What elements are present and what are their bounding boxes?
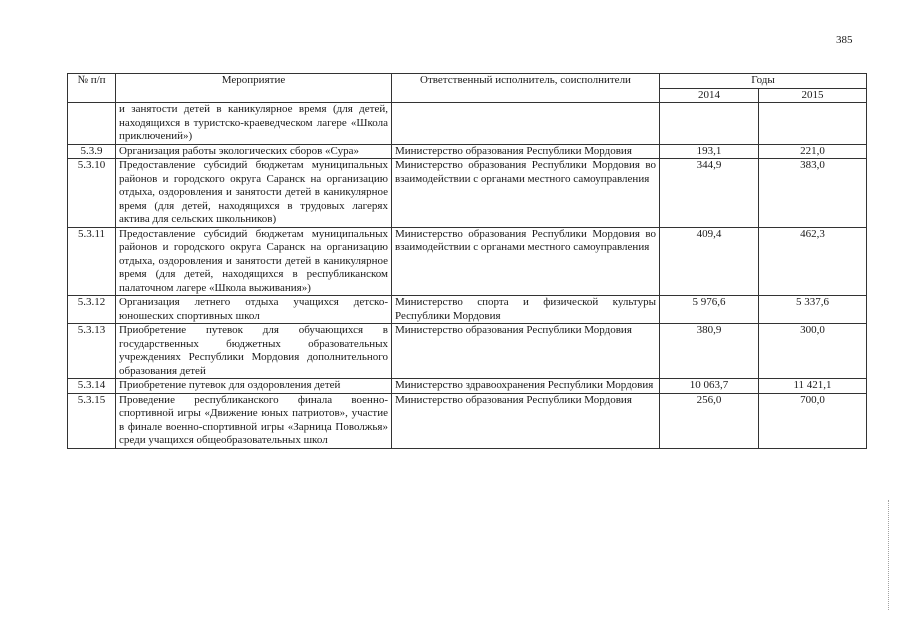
row-value-2015: 700,0 (759, 393, 867, 448)
header-year-2014: 2014 (660, 88, 759, 103)
row-responsible: Министерство образования Республики Мордовия (392, 393, 660, 448)
row-num: 5.3.12 (68, 296, 116, 324)
row-activity: Приобретение путевок для оздоровления детей (116, 379, 392, 394)
row-value-2015: 300,0 (759, 324, 867, 379)
row-activity: Организация работы экологических сборов «Сура» (116, 144, 392, 159)
row-responsible: Министерство образования Республики Мордовия во взаимодействии с органами местного самоуправления (392, 159, 660, 228)
table-row (68, 393, 867, 448)
row-value-2014: 380,9 (660, 324, 759, 379)
row-value-2014: 10 063,7 (660, 379, 759, 394)
row-responsible: Министерство здравоохранения Республики Мордовия (392, 379, 660, 394)
budget-table (67, 73, 867, 449)
row-num: 5.3.10 (68, 159, 116, 228)
scan-edge-mark (888, 500, 895, 610)
table-row (68, 103, 867, 145)
row-value-2014: 193,1 (660, 144, 759, 159)
row-value-2014: 5 976,6 (660, 296, 759, 324)
row-value-2014 (660, 103, 759, 145)
header-num: № п/п (68, 74, 116, 103)
row-num (68, 103, 116, 145)
row-activity: Предоставление субсидий бюджетам муниципальных районов и городского округа Саранск на организацию отдыха, оздоровления и занятости детей в каникулярное время (для детей, находящихся в республиканском палаточном лагере «Школа выживания») (116, 227, 392, 296)
row-num: 5.3.14 (68, 379, 116, 394)
row-responsible (392, 103, 660, 145)
row-activity: Предоставление субсидий бюджетам муниципальных районов и городского округа Саранск на организацию отдыха, оздоровления и занятости детей в каникулярное время (для детей, находящихся в трудовых лагерях актива для сельских школьников) (116, 159, 392, 228)
row-responsible: Министерство спорта и физической культуры Республики Мордовия (392, 296, 660, 324)
table-row (68, 159, 867, 228)
row-activity: и занятости детей в каникулярное время (для детей, находящихся в туристско-краеведческом лагере «Школа приключений») (116, 103, 392, 145)
row-num: 5.3.9 (68, 144, 116, 159)
row-activity: Организация летнего отдыха учащихся детско-юношеских спортивных школ (116, 296, 392, 324)
row-value-2015: 11 421,1 (759, 379, 867, 394)
row-activity: Приобретение путевок для обучающихся в государственных бюджетных образовательных учреждениях Республики Мордовия дополнительного образования детей (116, 324, 392, 379)
row-value-2015: 5 337,6 (759, 296, 867, 324)
row-responsible: Министерство образования Республики Мордовия (392, 144, 660, 159)
table-row (68, 379, 867, 394)
table-row (68, 324, 867, 379)
row-value-2015 (759, 103, 867, 145)
row-responsible: Министерство образования Республики Мордовия (392, 324, 660, 379)
table-row (68, 227, 867, 296)
row-num: 5.3.15 (68, 393, 116, 448)
row-value-2014: 409,4 (660, 227, 759, 296)
table-row (68, 296, 867, 324)
page-number: 385 (836, 34, 853, 46)
row-value-2014: 256,0 (660, 393, 759, 448)
row-activity: Проведение республиканского финала военно-спортивной игры «Движение юных патриотов», участие в финале военно-спортивной игры «Зарница Поволжья» среди учащихся общеобразовательных школ (116, 393, 392, 448)
row-value-2015: 462,3 (759, 227, 867, 296)
row-num: 5.3.13 (68, 324, 116, 379)
row-num: 5.3.11 (68, 227, 116, 296)
row-value-2015: 221,0 (759, 144, 867, 159)
row-value-2014: 344,9 (660, 159, 759, 228)
table-row (68, 144, 867, 159)
header-activity: Мероприятие (116, 74, 392, 103)
header-year-2015: 2015 (759, 88, 867, 103)
header-responsible: Ответственный исполнитель, соисполнители (392, 74, 660, 103)
row-responsible: Министерство образования Республики Мордовия во взаимодействии с органами местного самоуправления (392, 227, 660, 296)
header-years: Годы (660, 74, 867, 89)
row-value-2015: 383,0 (759, 159, 867, 228)
